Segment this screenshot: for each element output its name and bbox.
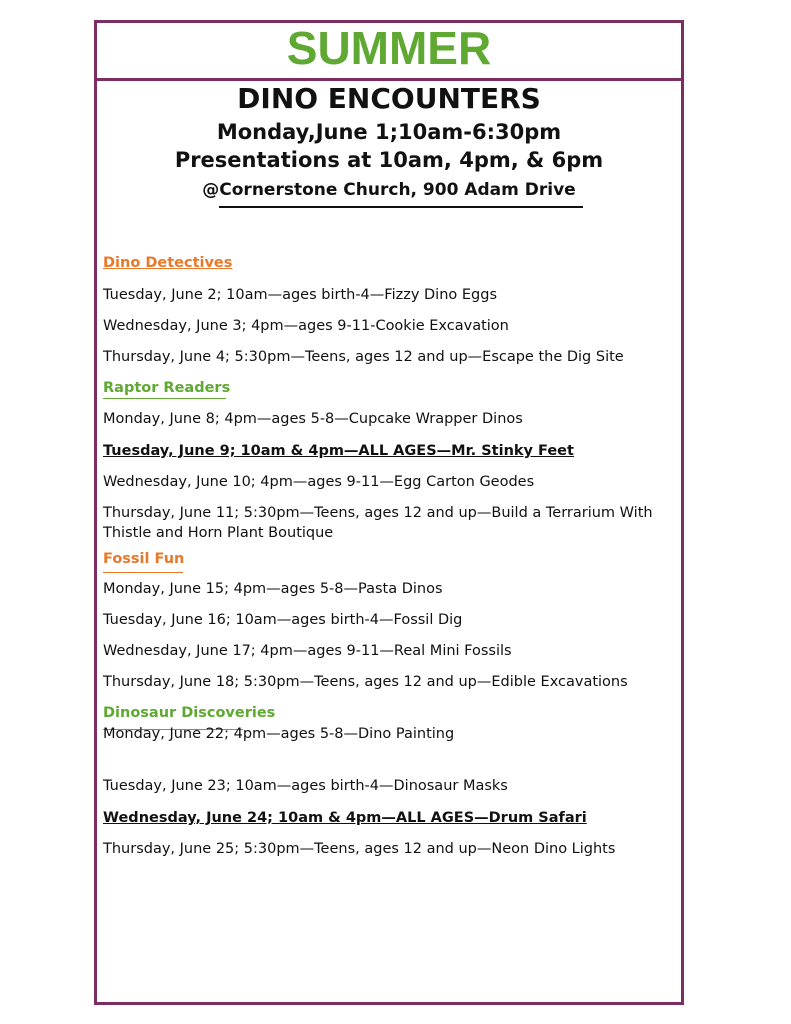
- section-title-fossil-fun: Fossil Fun: [103, 551, 185, 567]
- schedule-item-featured: Wednesday, June 24; 10am & 4pm—ALL AGES—Drum Safari: [103, 810, 587, 826]
- header-divider: [219, 206, 583, 208]
- schedule-item: Wednesday, June 3; 4pm—ages 9-11-Cookie Excavation: [103, 318, 509, 334]
- event-title: DINO ENCOUNTERS: [237, 82, 541, 115]
- banner-title: SUMMER: [286, 22, 492, 74]
- schedule-item: Wednesday, June 17; 4pm—ages 9-11—Real Mini Fossils: [103, 643, 512, 659]
- schedule-item: Monday, June 22; 4pm—ages 5-8—Dino Painting: [103, 726, 455, 742]
- event-date: Monday,June 1;10am-6:30pm: [216, 120, 562, 144]
- section-underline: [103, 572, 183, 573]
- schedule-item: Thursday, June 18; 5:30pm—Teens, ages 12 and up—Edible Excavations: [103, 674, 628, 690]
- schedule-item: Tuesday, June 23; 10am—ages birth-4—Dinosaur Masks: [103, 778, 508, 794]
- schedule-item: Monday, June 8; 4pm—ages 5-8—Cupcake Wrapper Dinos: [103, 411, 523, 427]
- event-location: @Cornerstone Church, 900 Adam Drive: [202, 180, 576, 200]
- schedule-item: Thursday, June 11; 5:30pm—Teens, ages 12 and up—Build a Terrarium With Thistle and Horn Plant Boutique: [103, 505, 653, 541]
- schedule-item: Monday, June 15; 4pm—ages 5-8—Pasta Dinos: [103, 581, 443, 597]
- flyer-frame: [94, 20, 684, 1005]
- schedule-item-featured: Tuesday, June 9; 10am & 4pm—ALL AGES—Mr. Stinky Feet: [103, 443, 574, 459]
- section-title-raptor-readers: Raptor Readers: [103, 380, 231, 396]
- schedule-item: Thursday, June 25; 5:30pm—Teens, ages 12 and up—Neon Dino Lights: [103, 841, 616, 857]
- event-presentations: Presentations at 10am, 4pm, & 6pm: [174, 148, 604, 172]
- schedule-item: Tuesday, June 16; 10am—ages birth-4—Fossil Dig: [103, 612, 463, 628]
- schedule-item: Thursday, June 4; 5:30pm—Teens, ages 12 and up—Escape the Dig Site: [103, 349, 624, 365]
- section-underline: [103, 398, 226, 399]
- schedule-item: Wednesday, June 10; 4pm—ages 9-11—Egg Carton Geodes: [103, 474, 535, 490]
- section-title-dino-detectives: Dino Detectives: [103, 255, 233, 271]
- schedule-item: Tuesday, June 2; 10am—ages birth-4—Fizzy Dino Eggs: [103, 287, 497, 303]
- banner-box: [97, 23, 681, 81]
- section-title-dinosaur-discoveries: Dinosaur Discoveries: [103, 705, 276, 721]
